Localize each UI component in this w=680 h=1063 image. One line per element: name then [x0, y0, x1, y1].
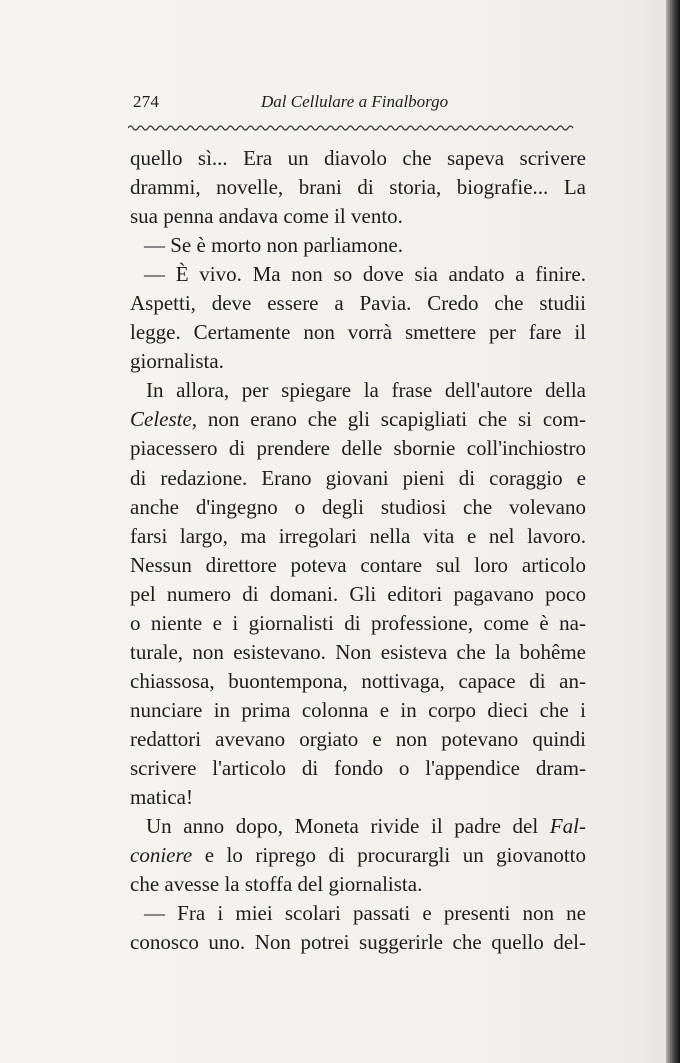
running-title: Dal Cellulare a Finalborgo	[261, 92, 449, 111]
book-title-falconiere-start: Fal-	[549, 814, 587, 839]
text-line: matica!	[130, 785, 193, 810]
text-line-with-title	[130, 812, 586, 841]
book-title-falconiere-end: coniere	[130, 843, 193, 868]
wavy-rule-ornament	[128, 124, 576, 134]
text-line: che avesse la stoffa del giornalista.	[130, 872, 423, 897]
text-line: chiassosa, buontempona, nottivaga, capace di an-	[130, 668, 586, 693]
page-header	[133, 92, 584, 120]
text-line-start: Un anno dopo, Moneta rivide il padre del	[146, 814, 539, 839]
text-line: piacessero di prendere delle sbornie coll'inchiostro	[130, 436, 586, 461]
text-line: sua penna andava come il vento.	[130, 204, 403, 229]
text-line: turale, non esistevano. Non esisteva che la bohême	[130, 639, 586, 664]
text-line: anche d'ingegno o degli studiosi che volevano	[130, 494, 586, 519]
page-edge-shadow	[666, 0, 680, 1063]
text-line: farsi largo, ma irregolari nella vita e nel lavoro.	[130, 523, 586, 548]
text-line: giornalista.	[130, 349, 224, 374]
text-line: — Se è morto non parliamone.	[144, 233, 403, 258]
book-title-celeste: Celeste,	[130, 407, 198, 432]
text-line-rest: non erano che gli scapigliati che si com-	[207, 407, 586, 432]
text-line: di redazione. Erano giovani pieni di coraggio e	[130, 465, 586, 490]
text-line: quello sì... Era un diavolo che sapeva scrivere	[130, 146, 586, 170]
text-line: nunciare in prima colonna e in corpo dieci che i	[130, 697, 586, 722]
text-line: In allora, per spiegare la frase dell'autore della	[146, 378, 586, 403]
text-line: — Fra i miei scolari passati e presenti non ne	[144, 901, 586, 926]
text-line: redattori avevano orgiato e non potevano quindi	[130, 726, 586, 751]
text-line: conosco uno. Non potrei suggerirle che quello del-	[130, 930, 586, 955]
text-line: Aspetti, deve essere a Pavia. Credo che studii	[130, 291, 586, 316]
text-line: scrivere l'articolo di fondo o l'appendice dram-	[130, 755, 586, 780]
text-line: o niente e i giornalisti di professione, come è na-	[130, 610, 586, 635]
page-number: 274	[133, 92, 160, 111]
text-line: drammi, novelle, brani di storia, biografie... La	[130, 175, 586, 200]
text-line-with-title	[130, 841, 586, 870]
text-line: — È vivo. Ma non so dove sia andato a finire.	[144, 262, 586, 287]
body-text	[130, 144, 586, 957]
text-line-with-title	[130, 405, 586, 434]
text-line: pel numero di domani. Gli editori pagavano poco	[130, 581, 586, 606]
text-line-rest: e lo riprego di procurargli un giovanotto	[204, 843, 587, 868]
text-line: Nessun direttore poteva contare sul loro articolo	[130, 552, 586, 577]
text-line: legge. Certamente non vorrà smettere per fare il	[130, 320, 586, 345]
